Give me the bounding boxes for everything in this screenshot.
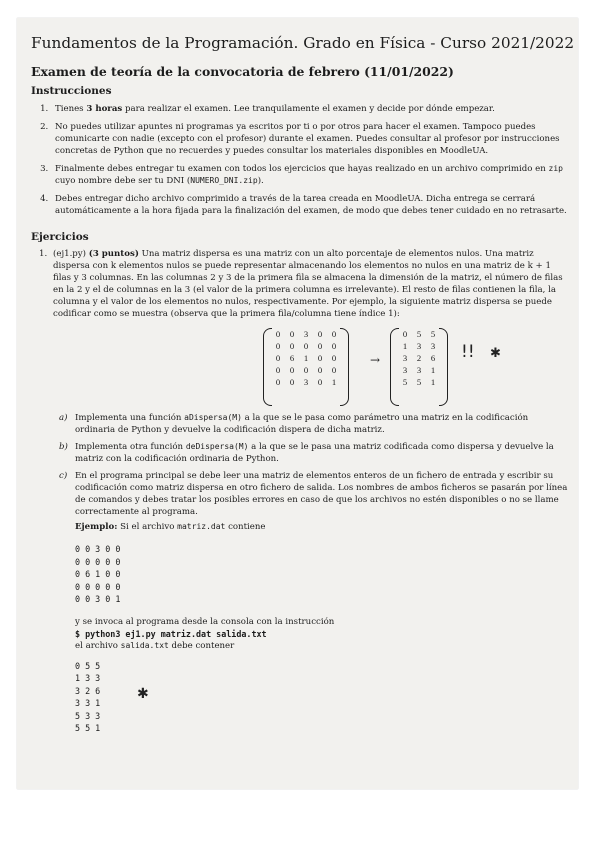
sparse-matrix-cell: 0 <box>289 329 295 339</box>
part-a-code: aDispersa(M) <box>184 413 242 422</box>
part-b-code: deDispersa(M) <box>185 442 249 451</box>
instruction-3-post: ). <box>257 176 264 186</box>
sparse-matrix-cell: 0 <box>331 341 337 351</box>
encoded-matrix-cell: 5 <box>430 329 436 339</box>
instruction-2-text: No puedes utilizar apuntes ni programas ya escritos por ti o por otros para hacer el examen. Tampoco puedes comunicarte con nadie (excepto con el profesor) durante el examen. Puedes consultar al profesor por instrucciones concretas de Python que no recuerdes y puedes consultar los materiales disponibles en MoodleUA. <box>55 122 560 156</box>
exercise-parts <box>53 412 568 735</box>
encoded-matrix-cell: 5 <box>402 377 408 387</box>
output-filename: salida.txt <box>120 640 169 650</box>
input-line: 0 0 0 0 0 <box>75 556 121 567</box>
sparse-matrix-cell: 0 <box>317 341 323 351</box>
example-filename: matriz.dat <box>177 522 226 531</box>
exercise-file: (ej1.py) <box>53 249 87 259</box>
sparse-matrix-row <box>271 352 341 364</box>
exercise-points: (3 puntos) <box>88 249 139 259</box>
sparse-matrix-cell: 0 <box>331 365 337 375</box>
right-paren <box>439 328 448 406</box>
sparse-matrix-cell: 0 <box>275 377 281 387</box>
instruction-3-filename: NUMERO_DNI.zip <box>190 176 258 185</box>
exam-title: Fundamentos de la Programación. Grado en Física - Curso 2021/2022 <box>31 34 575 52</box>
part-a <box>53 412 568 436</box>
left-paren <box>263 328 272 406</box>
instruction-3-zip: zip <box>548 164 563 173</box>
sparse-matrix <box>271 328 341 388</box>
sparse-matrix-cell: 0 <box>275 341 281 351</box>
sparse-matrix-cell: 0 <box>275 329 281 339</box>
encoded-matrix-cell: 6 <box>430 353 436 363</box>
instructions-heading: Instrucciones <box>31 85 112 97</box>
encoded-matrix-row <box>398 364 440 376</box>
encoded-matrix-cell: 3 <box>430 341 436 351</box>
sparse-matrix-cell: 0 <box>331 329 337 339</box>
exercises-heading: Ejercicios <box>31 231 89 243</box>
output-line: 0 5 5 <box>75 660 101 671</box>
sparse-matrix-cell: 0 <box>317 329 323 339</box>
exercise-1 <box>39 248 568 735</box>
sparse-matrix-cell: 0 <box>289 341 295 351</box>
instruction-3-pre: Finalmente debes entregar tu examen con todos los ejercicios que hayas realizado en un archivo comprimido en <box>55 164 549 174</box>
handwritten-star-icon: ✱ <box>490 346 501 361</box>
sparse-matrix-row <box>271 340 341 352</box>
sparse-matrix-cell: 0 <box>317 353 323 363</box>
sparse-matrix-cell: 3 <box>303 377 309 387</box>
encoded-matrix-cell: 2 <box>416 353 422 363</box>
instruction-item <box>51 103 568 115</box>
sparse-matrix-cell: 0 <box>289 365 295 375</box>
encoded-matrix-cell: 1 <box>430 365 436 375</box>
output-line: 1 3 3 <box>75 673 101 683</box>
encoded-matrix-cell: 3 <box>416 365 422 375</box>
matrix-example <box>53 324 568 406</box>
output-intro-pre: el archivo <box>75 640 121 651</box>
sparse-matrix-cell: 1 <box>303 353 309 363</box>
input-line: 0 0 0 0 0 <box>75 581 121 592</box>
sparse-matrix-cell: 0 <box>275 365 281 375</box>
instruction-item <box>51 121 568 157</box>
instruction-item <box>51 193 568 217</box>
part-b-pre: Implementa otra función <box>75 442 186 452</box>
instruction-item <box>51 163 568 187</box>
sparse-matrix-cell: 6 <box>289 353 295 363</box>
part-c-text: En el programa principal se debe leer una matriz de elementos enteros de un fichero de entrada y escribir su codificación como matriz dispersa en otro fichero de salida. Los nombres de ambos ficheros se pasarán por línea de comandos y debes tratar los posibles errores en caso de que los archivos no estén disponibles o no se llame correctamente al programa. <box>75 471 568 517</box>
example-label: Ejemplo: <box>75 522 118 532</box>
encoded-matrix-cell: 3 <box>402 365 408 375</box>
output-file-content <box>75 660 568 735</box>
encoded-matrix-row <box>398 328 440 340</box>
example-pre: Si el archivo <box>117 522 178 532</box>
sparse-matrix-cell: 0 <box>317 377 323 387</box>
encoded-matrix <box>398 328 440 388</box>
input-line: 0 0 3 0 1 <box>75 594 121 604</box>
part-a-label: a) <box>59 413 68 423</box>
exam-subtitle: Examen de teoría de la convocatoria de febrero (11/01/2022) <box>31 64 454 79</box>
input-line: 0 6 1 0 0 <box>75 569 121 579</box>
encoded-matrix-row <box>398 376 440 388</box>
sparse-matrix-cell: 0 <box>303 341 309 351</box>
part-b-post: a la que se le pasa una matriz codificada como dispersa y devuelve la matriz con la codificación ordinaria de Python. <box>75 442 554 464</box>
example-post: contiene <box>225 522 266 532</box>
output-line: 5 5 1 <box>75 723 101 733</box>
exam-page <box>17 18 578 789</box>
sparse-matrix-cell: 3 <box>303 329 309 339</box>
sparse-matrix-cell: 0 <box>289 377 295 387</box>
sparse-matrix-cell: 1 <box>331 377 337 387</box>
output-line: 5 3 3 <box>75 710 101 721</box>
output-line: 3 2 6 <box>75 685 101 696</box>
output-line: 3 3 1 <box>75 698 101 708</box>
handwritten-star-icon: ✱ <box>137 685 149 702</box>
exam-content <box>31 28 575 745</box>
part-b-label: b) <box>59 442 68 452</box>
right-paren <box>340 328 349 406</box>
arrow-icon: → <box>370 353 381 367</box>
encoded-matrix-row <box>398 352 440 364</box>
handwritten-exclamation: !! <box>461 342 475 362</box>
encoded-matrix-cell: 5 <box>416 329 422 339</box>
part-c-label: c) <box>59 471 68 481</box>
left-paren <box>390 328 399 406</box>
sparse-matrix-row <box>271 376 341 388</box>
instruction-4-text: Debes entregar dicho archivo comprimido a través de la tarea creada en MoodleUA. Dicha entrega se cerrará automáticamente a la hora fijada para la finalización del examen, de modo que debes tener cuidado en no retrasarte. <box>55 194 567 216</box>
instruction-1-post: para realizar el examen. Lee tranquilamente el examen y decide por dónde empezar. <box>122 104 495 114</box>
example-line <box>75 521 568 533</box>
part-a-post: a la que se le pasa como parámetro una matriz en la codificación ordinaria de Python y devuelve la codificación dispera de dicha matriz. <box>75 413 529 435</box>
invoke-text: y se invoca al programa desde la consola con la instrucción <box>75 616 335 627</box>
sparse-matrix-cell: 0 <box>303 365 309 375</box>
part-c <box>53 470 568 735</box>
sparse-matrix-cell: 0 <box>331 353 337 363</box>
sparse-matrix-table <box>271 328 341 388</box>
input-line: 0 0 3 0 0 <box>75 544 121 554</box>
sparse-matrix-cell: 0 <box>275 353 281 363</box>
output-intro-post: debe contener <box>168 640 235 651</box>
part-b <box>53 441 568 465</box>
encoded-matrix-cell: 3 <box>402 353 408 363</box>
instructions-list <box>31 103 568 217</box>
instruction-1-hours: 3 horas <box>86 104 123 114</box>
encoded-matrix-cell: 5 <box>416 377 422 387</box>
sparse-matrix-row <box>271 364 341 376</box>
encoded-matrix-cell: 3 <box>416 341 422 351</box>
part-a-pre: Implementa una función <box>75 413 185 423</box>
exercise-number: 1. <box>39 249 48 259</box>
instruction-1-pre: Tienes <box>55 104 87 114</box>
sparse-matrix-row <box>271 328 341 340</box>
encoded-matrix-cell: 1 <box>430 377 436 387</box>
sparse-matrix-cell: 0 <box>317 365 323 375</box>
command-line: $ python3 ej1.py matriz.dat salida.txt <box>75 628 267 639</box>
encoded-matrix-table <box>398 328 440 388</box>
encoded-matrix-cell: 1 <box>402 341 408 351</box>
encoded-matrix-cell: 0 <box>402 329 408 339</box>
input-file-content <box>75 543 568 606</box>
encoded-matrix-row <box>398 340 440 352</box>
output-intro <box>75 640 568 652</box>
instruction-3-mid: cuyo nombre debe ser tu DNI ( <box>55 176 191 186</box>
output-wrapper <box>75 660 568 735</box>
exercise-intro: Una matriz dispersa es una matriz con un alto porcentaje de elementos nulos. Una matriz dispersa con k elementos nulos se puede representar almacenando los elementos no nulos en una matriz de k + 1 filas y 3 columnas. En las columnas 2 y 3 de la primera fila se almacena la dimensión de la matriz, el número de filas en la 2 y el de columnas en la 3 (el valor de la primera columna es irrelevante). El resto de filas contienen la fila, la columna y el valor de los elementos no nulos, respectivamente. Por ejemplo, la siguiente matriz dispersa se puede codificar como se muestra (observa que la primera fila/columna tiene índice 1): <box>53 249 563 319</box>
